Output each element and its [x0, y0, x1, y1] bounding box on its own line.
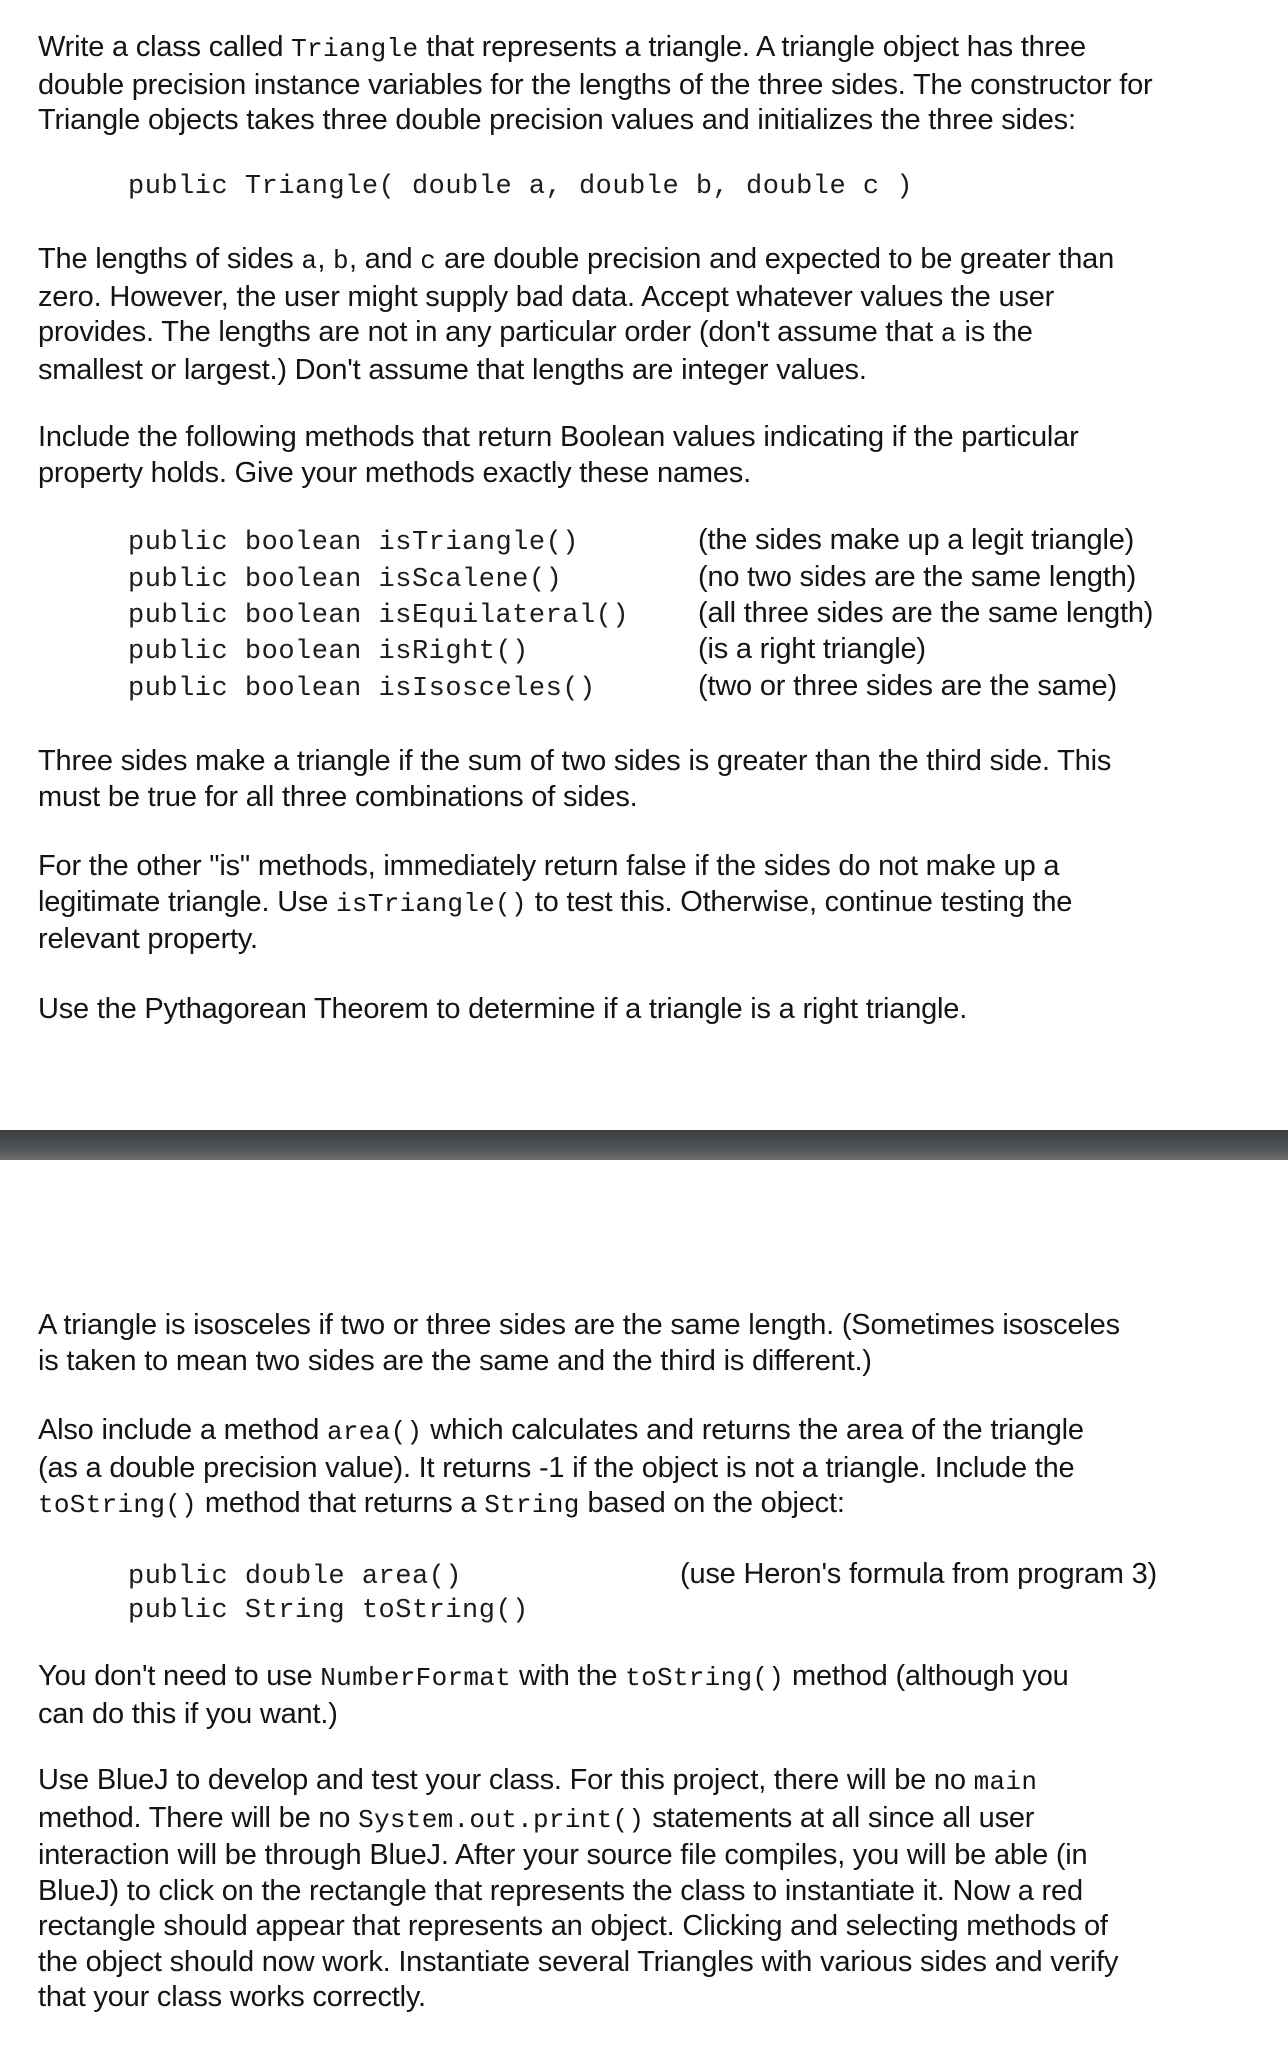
area-paragraph: [38, 1413, 1258, 1524]
inline-code: String: [484, 1490, 580, 1520]
text-line: legitimate triangle. Use isTriangle() to test this. Otherwise, continue testing the: [38, 885, 1073, 919]
is-methods-paragraph: [38, 849, 1258, 958]
method-signature: public double area(): [128, 1562, 463, 1592]
text-line: A triangle is isosceles if two or three sides are the same length. (Sometimes isosceles: [38, 1309, 1120, 1341]
numberformat-paragraph: [38, 1659, 1258, 1732]
text-line: Include the following methods that return Boolean values indicating if the particular: [38, 421, 1079, 453]
text-line: Three sides make a triangle if the sum of two sides is greater than the third side. This: [38, 745, 1112, 777]
text-line: You don't need to use NumberFormat with the toString() method (although you: [38, 1660, 1069, 1693]
method-signature: public boolean isEquilateral(): [128, 601, 630, 631]
text-line: (as a double precision value). It returns -1 if the object is not a triangle. Include the: [38, 1451, 1075, 1484]
text-line: is taken to mean two sides are the same and the third is different.): [38, 1344, 872, 1377]
text-line: For the other "is" methods, immediately return false if the sides do not make up a: [38, 850, 1060, 882]
method-signature: public boolean isIsosceles(): [128, 674, 596, 704]
method-signature: public boolean isRight(): [128, 637, 529, 667]
isosceles-paragraph: [38, 1308, 1258, 1379]
text-line: interaction will be through BlueJ. After your source file compiles, you will be able (in: [38, 1839, 1088, 1871]
text-line: property holds. Give your methods exactly these names.: [38, 456, 751, 489]
method-description: (two or three sides are the same): [698, 670, 1117, 702]
inline-code: a: [940, 319, 957, 349]
inline-code: toString(): [625, 1663, 785, 1693]
text-line: Write a class called Triangle that represents a triangle. A triangle object has three: [38, 31, 1086, 64]
inline-code: b: [333, 246, 349, 276]
text-line: method. There will be no System.out.print() statements at all since all user: [38, 1801, 1035, 1835]
pythagorean-paragraph: [38, 992, 1258, 1028]
method-signature: public boolean isScalene(): [128, 565, 563, 595]
inline-code: toString(): [38, 1490, 198, 1520]
method-signature: public String toString(): [128, 1596, 529, 1626]
inline-code: Triangle: [291, 34, 419, 64]
method-description: (all three sides are the same length): [698, 597, 1154, 629]
intro-paragraph: [38, 30, 1258, 139]
bluej-paragraph: [38, 1763, 1258, 2016]
text-line: the object should now work. Instantiate several Triangles with various sides and verify: [38, 1945, 1119, 1978]
text-line: provides. The lengths are not in any particular order (don't assume that a is the: [38, 316, 1033, 349]
text-line: zero. However, the user might supply bad data. Accept whatever values the user: [38, 280, 1055, 313]
text-line: that your class works correctly.: [38, 1981, 426, 2013]
text-line: Triangle objects takes three double precision values and initializes the three sides:: [38, 104, 1076, 136]
inline-code: c: [420, 246, 437, 276]
text-line: toString() method that returns a String based on the object:: [38, 1487, 845, 1520]
text-line: rectangle should appear that represents an object. Clicking and selecting methods of: [38, 1910, 1108, 1942]
method-description: (is a right triangle): [698, 633, 926, 665]
text-line: Use the Pythagorean Theorem to determine if a triangle is a right triangle.: [38, 993, 968, 1025]
page-divider: [0, 1130, 1288, 1160]
inline-code: a: [301, 246, 318, 276]
document-page-2: [0, 1160, 1288, 2046]
constructor-signature: public Triangle( double a, double b, double c ): [128, 172, 914, 202]
text-line: The lengths of sides a, b, and c are double precision and expected to be greater than: [38, 243, 1115, 276]
inline-code: isTriangle(): [336, 888, 527, 919]
method-signature: public boolean isTriangle(): [128, 528, 579, 558]
text-line: double precision instance variables for the lengths of the three sides. The constructor for: [38, 68, 1153, 101]
method-description: (use Heron's formula from program 3): [680, 1558, 1157, 1590]
method-description: (no two sides are the same length): [698, 561, 1137, 593]
triangle-rule-paragraph: [38, 744, 1258, 815]
text-line: can do this if you want.): [38, 1697, 338, 1730]
inline-code: main: [973, 1767, 1038, 1797]
inline-code: area(): [327, 1417, 423, 1447]
method-description: (the sides make up a legit triangle): [698, 524, 1135, 556]
text-line: Use BlueJ to develop and test your class. For this project, there will be no main: [38, 1764, 1038, 1797]
text-line: relevant property.: [38, 923, 258, 955]
sides-paragraph: [38, 242, 1258, 388]
inline-code: System.out.print(): [358, 1804, 645, 1835]
text-line: BlueJ) to click on the rectangle that represents the class to instantiate it. Now a red: [38, 1874, 1083, 1907]
text-line: smallest or largest.) Don't assume that lengths are integer values.: [38, 353, 867, 386]
text-line: must be true for all three combinations of sides.: [38, 780, 638, 813]
inline-code: NumberFormat: [320, 1663, 512, 1693]
text-line: Also include a method area() which calculates and returns the area of the triangle: [38, 1414, 1084, 1447]
methods-intro-paragraph: [38, 420, 1258, 491]
